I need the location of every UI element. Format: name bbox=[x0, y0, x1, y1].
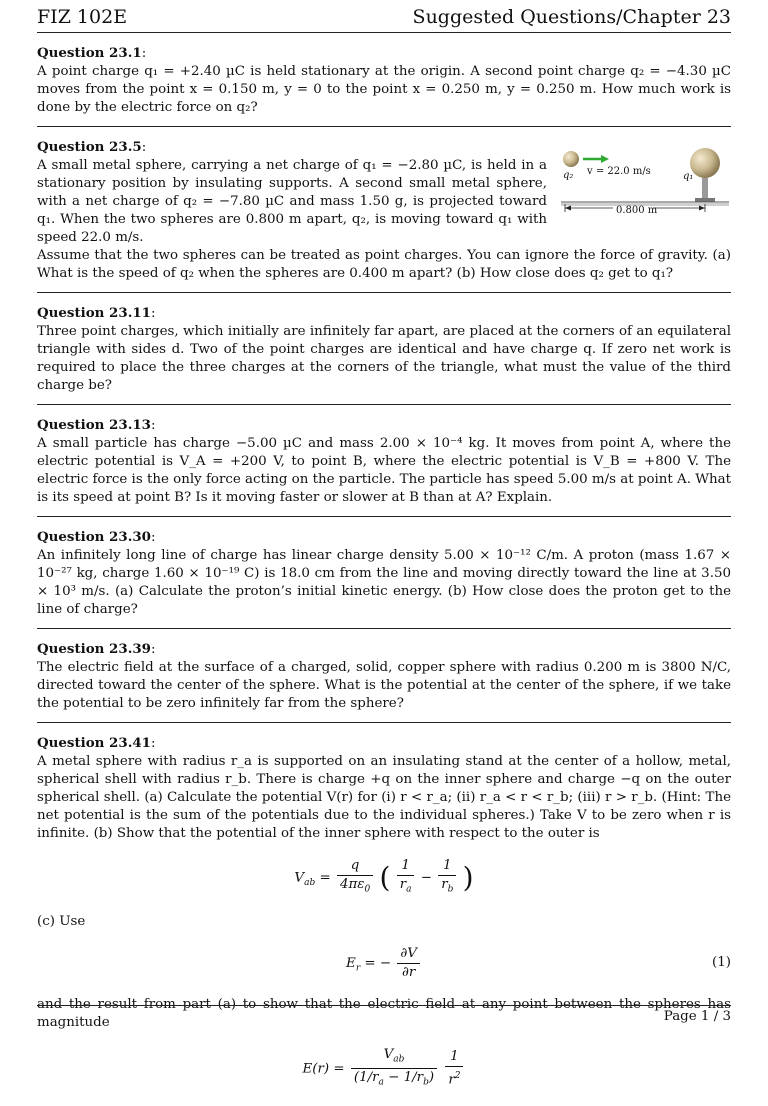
page-content bbox=[37, 44, 731, 1106]
header-title: Suggested Questions/Chapter 23 bbox=[412, 6, 731, 28]
question-text: An infinitely long line of charge has linear charge density 5.00 × 10⁻¹² C/m. A proton (mass 1.67 × 10⁻²⁷ kg, charge 1.60 × 10⁻¹⁹ C) is 18.0 cm from the line and moving directly toward the line at 3.50 × 10³ m/s. (a) Calculate the proton’s initial kinetic energy. (b) How close does the proton get to the line of charge? bbox=[37, 548, 731, 617]
equation-er: $E_r$ = − $\frac{\partial V}{\partial r}$ (1) bbox=[346, 945, 731, 980]
question-title: Question 23.41 bbox=[37, 735, 151, 751]
question-text: Three point charges, which initially are infinitely far apart, are placed at the corners of an equilateral triangle with sides d. Two of the point charges are identical and have charge q. If zero net work is required to place the three charges at the corners of the triangle, what must the value of the third charge be? bbox=[37, 324, 731, 393]
after-equation-text: and the result from part (a) to show that the electric field at any point between the spheres has magnitude bbox=[37, 996, 731, 1030]
velocity-arrowhead bbox=[601, 155, 609, 163]
question-text: A metal sphere with radius r_a is supported on an insulating stand at the center of a hollow, metal, spherical shell with radius r_b. There is charge +q on the inner sphere and charge −q on the outer spherical shell. (a) Calculate the potential V(r) for (i) r < r_a; (ii) r_a < r < r_b; (iii) r > r_b. (Hint: The net potential is the sum of the potentials due to the individual spheres.) Take V to be zero when r is infinite. (b) Show that the potential of the inner sphere with respect to the outer is bbox=[37, 754, 731, 841]
distance-arrow-left bbox=[565, 206, 571, 211]
equation-number: (1) bbox=[712, 955, 731, 971]
question-title: Question 23.30 bbox=[37, 529, 151, 545]
divider bbox=[37, 722, 731, 723]
divider bbox=[37, 292, 731, 293]
label-velocity: v = 22.0 m/s bbox=[587, 166, 651, 177]
spheres-figure bbox=[559, 146, 731, 216]
divider bbox=[37, 126, 731, 127]
question-23-11: Question 23.11: Three point charges, which initially are infinitely far apart, are placed at the corners of an equilateral triangle with sides d. Two of the point charges are identical and have charge q. If zero net work is required to place the three charges at the corners of the triangle, what must the value of the third charge be? bbox=[37, 305, 731, 393]
question-23-30: Question 23.30: An infinitely long line of charge has linear charge density 5.00 × 10⁻¹² C/m. A proton (mass 1.67 × 10⁻²⁷ kg, charge 1.60 × 10⁻¹⁹ C) is 18.0 cm from the line and moving directly toward the line at 3.50 × 10³ m/s. (a) Calculate the proton’s initial kinetic energy. (b) How close does the proton get to the line of charge? bbox=[37, 529, 731, 617]
equation-vab: $V_{ab}$ = $\frac{q}{4\pi\varepsilon_0}$ ( $\frac{1}{r_a}$ − $\frac{1}{r_b}$ ) bbox=[294, 858, 474, 895]
question-23-5: Question 23.5: A small metal sphere, carrying a net charge of q₁ = −2.80 µC, is held in a stationary position by insulating supports. A second small metal sphere, with a net charge of q₂ = −7.80 µC and mass 1.50 g, is projected toward q₁. When the two spheres are 0.800 m apart, q₂, is moving toward q₁ with speed 22.0 m/s. Assume that the two spheres can be treated as point charges. You can ignore the force of gravity. (a) What is the speed of q₂ when the spheres are 0.400 m apart? (b) How close does q₂ get to q₁? q₂ v = 22.0 m/s q₁ 0.800 m bbox=[37, 139, 731, 281]
sphere-q1 bbox=[690, 148, 720, 178]
page-header bbox=[37, 6, 731, 33]
question-title: Question 23.11 bbox=[37, 305, 151, 321]
question-text-part2: Assume that the two spheres can be treated as point charges. You can ignore the force of gravity. (a) What is the speed of q₂ when the spheres are 0.400 m apart? (b) How close does q₂ get to q₁? bbox=[37, 248, 731, 281]
question-title: Question 23.1 bbox=[37, 45, 142, 61]
course-code: FIZ 102E bbox=[37, 6, 128, 28]
equation-field: E(r) = $\frac{V_{ab}}{(1/r_a - 1/r_b)}$ $\frac{1}{r^2}$ bbox=[37, 1046, 731, 1092]
part-c-text: (c) Use bbox=[37, 913, 86, 929]
divider bbox=[37, 628, 731, 629]
question-title: Question 23.39 bbox=[37, 641, 151, 657]
question-title: Question 23.13 bbox=[37, 417, 151, 433]
question-23-13: Question 23.13: A small particle has charge −5.00 µC and mass 2.00 × 10⁻⁴ kg. It moves from point A, where the electric potential is V_A = +200 V, to point B, where the electric potential is V_B = +800 V. The electric force is the only force acting on the particle. The particle has speed 5.00 m/s at point A. What is its speed at point B? Is it moving faster or slower at B than at A? Explain. bbox=[37, 417, 731, 505]
label-q2: q₂ bbox=[563, 170, 574, 181]
divider bbox=[37, 404, 731, 405]
question-title: Question 23.5 bbox=[37, 139, 142, 155]
distance-arrow-right bbox=[699, 206, 705, 211]
question-text: A point charge q₁ = +2.40 µC is held stationary at the origin. A second point charge q₂ = −4.30 µC moves from the point x = 0.150 m, y = 0 to the point x = 0.250 m, y = 0.250 m. How much work is done by the electric force on q₂? bbox=[37, 64, 731, 115]
label-q1: q₁ bbox=[683, 171, 694, 182]
divider bbox=[37, 516, 731, 517]
question-text-part1: A small metal sphere, carrying a net charge of q₁ = −2.80 µC, is held in a stationary position by insulating supports. A second small metal sphere, with a net charge of q₂ = −7.80 µC and mass 1.50 g, is projected toward q₁. When the two spheres are 0.800 m apart, q₂, is moving toward q₁ with speed 22.0 m/s. bbox=[37, 158, 547, 245]
question-23-1: Question 23.1: A point charge q₁ = +2.40 µC is held stationary at the origin. A second point charge q₂ = −4.30 µC moves from the point x = 0.150 m, y = 0 to the point x = 0.250 m, y = 0.250 m. How much work is done by the electric force on q₂? bbox=[37, 45, 731, 115]
sphere-q2 bbox=[563, 151, 579, 167]
question-23-39: Question 23.39: The electric field at the surface of a charged, solid, copper sphere with radius 0.200 m is 3800 N/C, directed toward the center of the sphere. What is the potential at the center of the sphere, if we take the potential to be zero infinitely far from the sphere? bbox=[37, 641, 731, 711]
question-text: A small particle has charge −5.00 µC and mass 2.00 × 10⁻⁴ kg. It moves from point A, where the electric potential is V_A = +200 V, to point B, where the electric potential is V_B = +800 V. The electric force is the only force acting on the particle. The particle has speed 5.00 m/s at point A. What is its speed at point B? Is it moving faster or slower at B than at A? Explain. bbox=[37, 436, 731, 505]
question-23-41: Question 23.41: A metal sphere with radius r_a is supported on an insulating stand at the center of a hollow, metal, spherical shell with radius r_b. There is charge +q on the inner sphere and charge −q on the outer spherical shell. (a) Calculate the potential V(r) for (i) r < r_a; (ii) r_a < r < r_b; (iii) r > r_b. (Hint: The net potential is the sum of the potentials due to the individual spheres.) Take V to be zero when r is infinite. (b) Show that the potential of the inner sphere with respect to the outer is $V_{ab}$ = $\frac{q}{4\pi\varepsilon_0}$ ( $\frac{1}{r_a}$ − $\frac{1}{r_b}$ ) (c) Use $E_r$ = − $\frac{\partial V}{\partial r}$ (1) and the result from part (a) to show that the electric field at any point between the spheres has magnitude E(r) = $\frac{V_{ab}}{(1/r_a - 1/r_b)}$ $\frac{1}{r^2}$ bbox=[37, 734, 731, 1092]
insulating-support bbox=[702, 178, 708, 198]
question-text: The electric field at the surface of a charged, solid, copper sphere with radius 0.200 m is 3800 N/C, directed toward the center of the sphere. What is the potential at the center of the sphere, if we take the potential to be zero infinitely far from the sphere? bbox=[37, 660, 731, 711]
label-distance: 0.800 m bbox=[616, 205, 658, 216]
page-number: Page 1 / 3 bbox=[663, 1009, 731, 1024]
support-base bbox=[695, 198, 715, 202]
